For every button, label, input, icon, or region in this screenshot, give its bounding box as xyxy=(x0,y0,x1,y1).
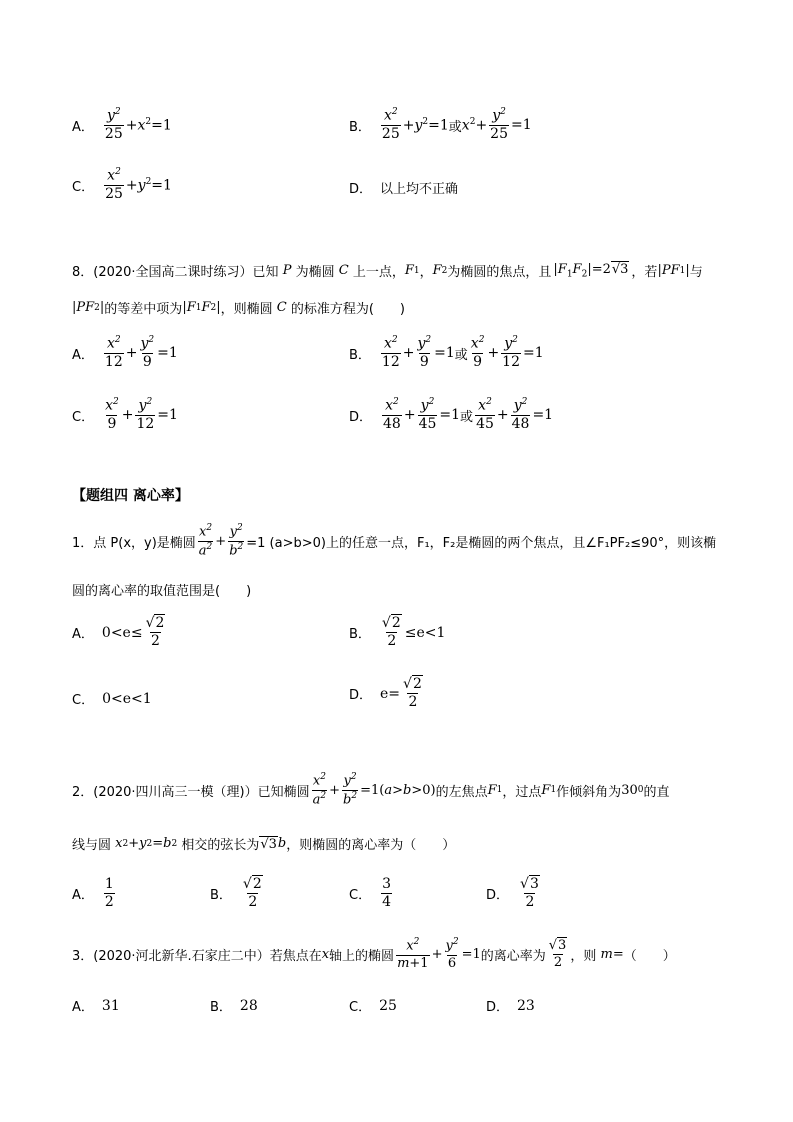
q3-option-d: D． 23 xyxy=(486,997,535,1015)
q7-option-d: D． 以上均不正确 xyxy=(349,182,459,197)
q8-option-c: C． $\frac{x^2}{9}$ + $\frac{y^2}{12}$ =1 xyxy=(72,397,178,433)
q2-option-c: C． $\frac{3}{4}$ xyxy=(349,876,391,911)
q1-option-a: A． 0<e≤ $\frac{√2}{2}$ xyxy=(72,615,165,650)
q1-stem-line1: 1．点 P(x，y)是椭圆 $\frac{x^2}{a^2}$ + $\frac{y^2}{b^2}$ =1 (a>b>0)上的任意一点，F₁，F₂是椭圆的两个焦点，且∠F₁PF₂≤90°，则该椭 xyxy=(72,523,717,558)
q3-option-c: C． 25 xyxy=(349,997,397,1015)
q7-option-c: C． $\frac{x^2}{25}$ $+y^2=1$ xyxy=(72,167,172,203)
q1-stem-line2: 圆的离心率的取值范围是( ) xyxy=(72,584,252,599)
q8-stem-line2: | PF 2 | 的等差中项为 | F 1 F 2 | ，则椭圆 C 的标准方程为( ) xyxy=(72,300,406,317)
q2-stem-line2: 线与圆 x 2 + y 2 = b 2 相交的弦长为 √3 b ，则椭圆的离心率为（ ） xyxy=(72,836,456,853)
q7-option-b: B． $\frac{x^2}{25}$ $+y^2=1$ 或 $x^2+$ $\frac{y^2}{25}$ =1 xyxy=(349,107,532,143)
q3-stem: 3．(2020·河北新华.石家庄二中）若焦点在 x 轴上的椭圆 $\frac{x^2}{m+1}$ + $\frac{y^2}{6}$ =1 的离心率为 $\frac{√3}{2}$ ，则 m = （ ） xyxy=(72,937,676,971)
q1-option-d: D． e= $\frac{√2}{2}$ xyxy=(349,676,422,711)
section-heading: 【题组四 离心率】 xyxy=(72,488,189,504)
q8-option-b: B． $\frac{x^2}{12}$ + $\frac{y^2}{9}$ =1 或 $\frac{x^2}{9}$ + $\frac{y^2}{12}$ =1 xyxy=(349,335,544,371)
q8-option-d: D． $\frac{x^2}{48}$ + $\frac{y^2}{45}$ =1 或 $\frac{x^2}{45}$ + $\frac{y^2}{48}$ =1 xyxy=(349,397,554,433)
q8-option-a: A． $\frac{x^2}{12}$ + $\frac{y^2}{9}$ =1 xyxy=(72,335,178,371)
q2-option-d: D． $\frac{√3}{2}$ xyxy=(486,876,539,911)
q1-option-b: B． $\frac{√2}{2}$ ≤e<1 xyxy=(349,615,446,650)
q2-option-b: B． $\frac{√2}{2}$ xyxy=(210,876,262,911)
q8-stem-line1: 8．(2020·全国高二课时练习）已知 P 为椭圆 C 上一点， F 1 ， F 2 为椭圆的焦点，且 $|F_1F_2|=2√3$ ，若 | PF 1 | 与 xyxy=(72,261,703,280)
q7-option-a: A． $\frac{y^2}{25}$ $+x^2=1$ xyxy=(72,107,172,143)
q2-option-a: A． $\frac{1}{2}$ xyxy=(72,876,114,911)
q2-stem-line1: 2．(2020·四川高三一模（理)）已知椭圆 $\frac{x^2}{a^2}$ + $\frac{y^2}{b^2}$ =1( a > b >0) 的左焦点 F 1 ，过点 F 1 作倾斜角为 30 0 的直 xyxy=(72,772,670,807)
q3-option-b: B． 28 xyxy=(210,997,258,1015)
q1-option-c: C． 0<e<1 xyxy=(72,690,152,708)
q3-option-a: A． 31 xyxy=(72,997,120,1015)
